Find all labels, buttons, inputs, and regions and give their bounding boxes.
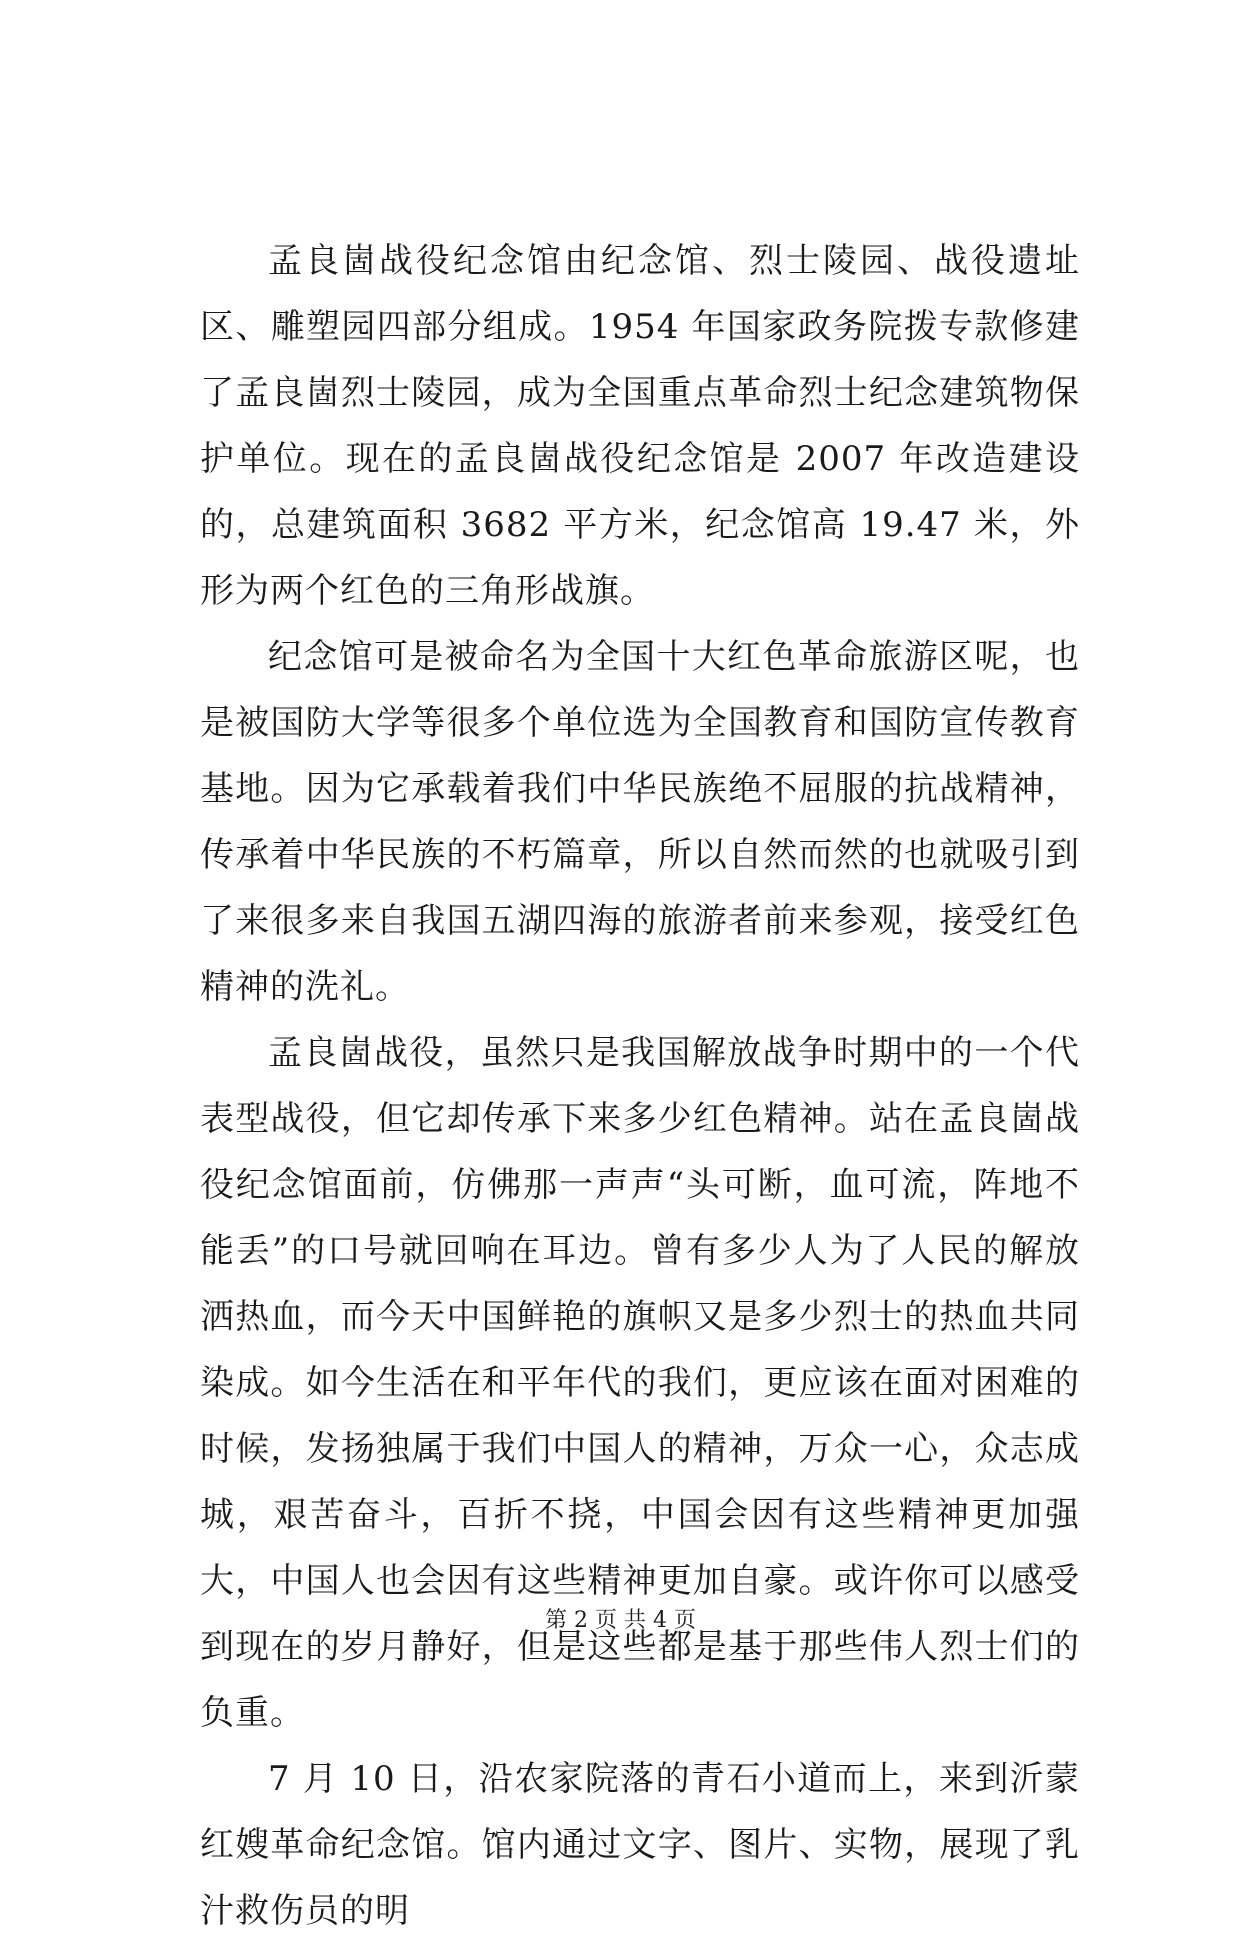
paragraph-1: 孟良崮战役纪念馆由纪念馆、烈士陵园、战役遗址区、雕塑园四部分组成。1954 年国家政务院拨专款修建了孟良崮烈士陵园，成为全国重点革命烈士纪念建筑物保护单位。现在的孟良崮战役纪念馆是 2007 年改造建设的，总建筑面积 3682 平方米，纪念馆高 19.47 米，外形为两个红色的三角形战旗。 [200, 241, 1080, 611]
page-footer: 第 2 页 共 4 页 [545, 1608, 696, 1633]
paragraph-4: 7 月 10 日，沿农家院落的青石小道而上，来到沂蒙红嫂革命纪念馆。馆内通过文字、图片、实物，展现了乳汁救伤员的明 [200, 1759, 1080, 1931]
paragraph-3: 孟良崮战役，虽然只是我国解放战争时期中的一个代表型战役，但它却传承下来多少红色精神。站在孟良崮战役纪念馆面前，仿佛那一声声“头可断，血可流，阵地不能丢”的口号就回响在耳边。曾有多少人为了人民的解放洒热血，而今天中国鲜艳的旗帜又是多少烈士的热血共同染成。如今生活在和平年代的我们，更应该在面对困难的时候，发扬独属于我们中国人的精神，万众一心，众志成城，艰苦奋斗，百折不挠，中国会因有这些精神更加强大，中国人也会因有这些精神更加自豪。或许你可以感受到现在的岁月静好，但是这些都是基于那些伟人烈士们的负重。 [200, 1033, 1080, 1733]
document-body [200, 228, 1080, 1944]
paragraph-2: 纪念馆可是被命名为全国十大红色革命旅游区呢，也是被国防大学等很多个单位选为全国教育和国防宣传教育基地。因为它承载着我们中华民族绝不屈服的抗战精神，传承着中华民族的不朽篇章，所以自然而然的也就吸引到了来很多来自我国五湖四海的旅游者前来参观，接受红色精神的洗礼。 [200, 637, 1080, 1007]
